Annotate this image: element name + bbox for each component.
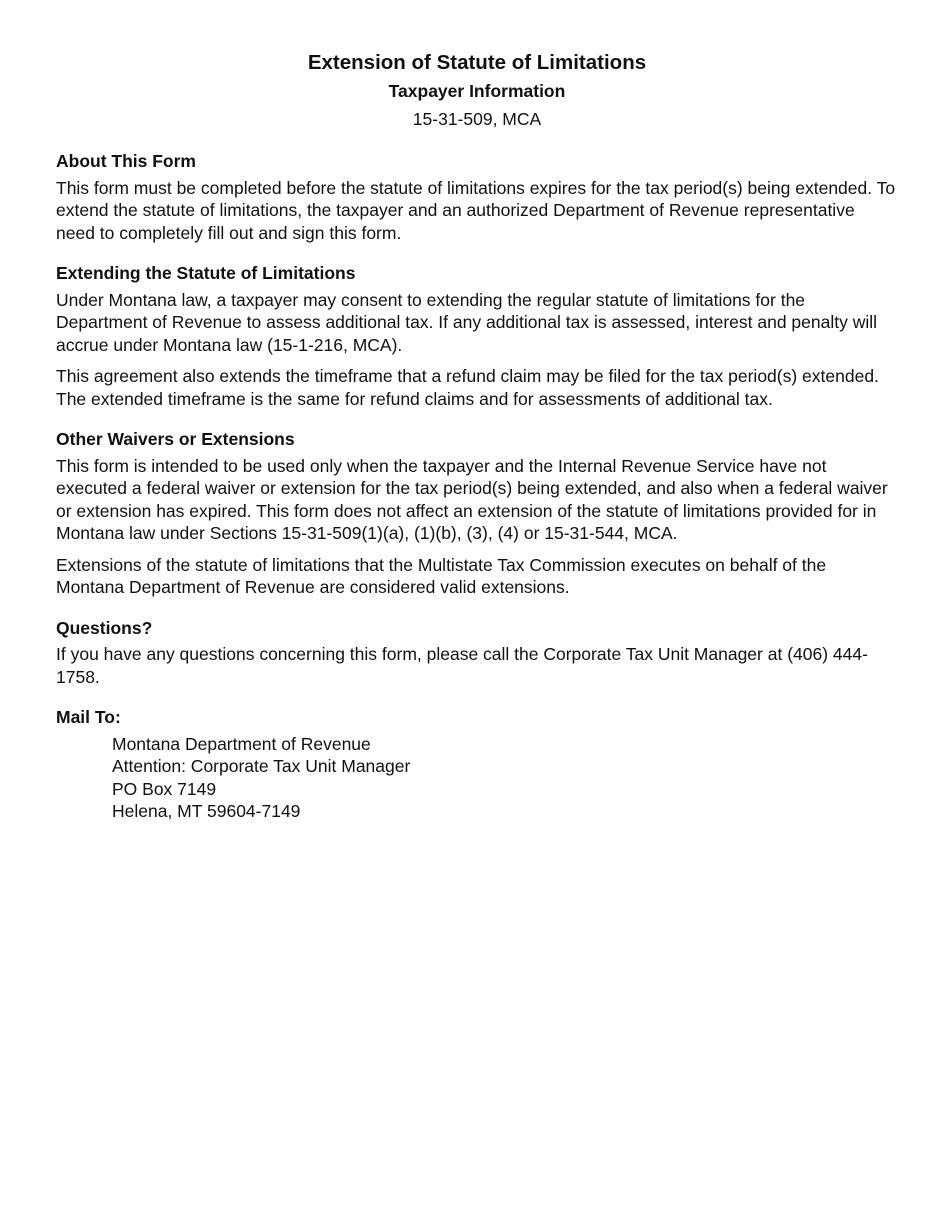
section-heading: Questions? (56, 617, 153, 638)
section-paragraph: Extensions of the statute of limitations that the Multistate Tax Commission executes on behalf of the Montana Department of Revenue are considered valid extensions. (56, 554, 827, 597)
section-paragraph: This form must be completed before the statute of limitations expires for the tax period(s) being extended. To extend the statute of limitations, the taxpayer and an authorized Department of Revenue representative need to completely fill out and sign this form. (56, 177, 896, 243)
section-other-waivers (56, 428, 898, 599)
section-paragraph: This form is intended to be used only when the taxpayer and the Internal Revenue Service have not executed a federal waiver or extension for the tax period(s) being extended, and also when a federal waiver or extension has expired. This form does not affect an extension of the statute of limitations provided for in Montana law under Sections 15-31-509(1)(a), (1)(b), (3), (4) or 15-31-544, MCA. (56, 455, 888, 543)
section-heading: About This Form (56, 151, 196, 171)
mail-to-heading: Mail To: (56, 707, 121, 727)
section-paragraph: This agreement also extends the timeframe that a refund claim may be filed for the tax period(s) extended. The extended timeframe is the same for refund claims and for assessments of additional tax. (56, 366, 879, 409)
mailing-address (112, 733, 898, 823)
address-line: Helena, MT 59604-7149 (112, 801, 301, 821)
statute-citation: 15-31-509, MCA (412, 109, 542, 129)
address-line: Attention: Corporate Tax Unit Manager (112, 756, 411, 776)
section-paragraph: If you have any questions concerning this form, please call the Corporate Tax Unit Manager at (406) 444-1758. (56, 644, 868, 687)
section-heading: Extending the Statute of Limitations (56, 263, 356, 283)
section-paragraph: Under Montana law, a taxpayer may consent to extending the regular statute of limitations for the Department of Revenue to assess additional tax. If any additional tax is assessed, interest and penalty will accrue under Montana law (15-1-216, MCA). (56, 289, 878, 355)
section-extending-statute (56, 262, 898, 410)
section-mail-to (56, 706, 898, 823)
section-heading: Other Waivers or Extensions (56, 429, 295, 449)
page-title: Extension of Statute of Limitations (307, 51, 647, 74)
address-line: Montana Department of Revenue (112, 733, 371, 754)
page-subtitle: Taxpayer Information (388, 81, 566, 101)
section-questions (56, 617, 898, 689)
document-header (56, 50, 898, 132)
address-line: PO Box 7149 (112, 778, 217, 799)
section-about-this-form (56, 150, 898, 244)
